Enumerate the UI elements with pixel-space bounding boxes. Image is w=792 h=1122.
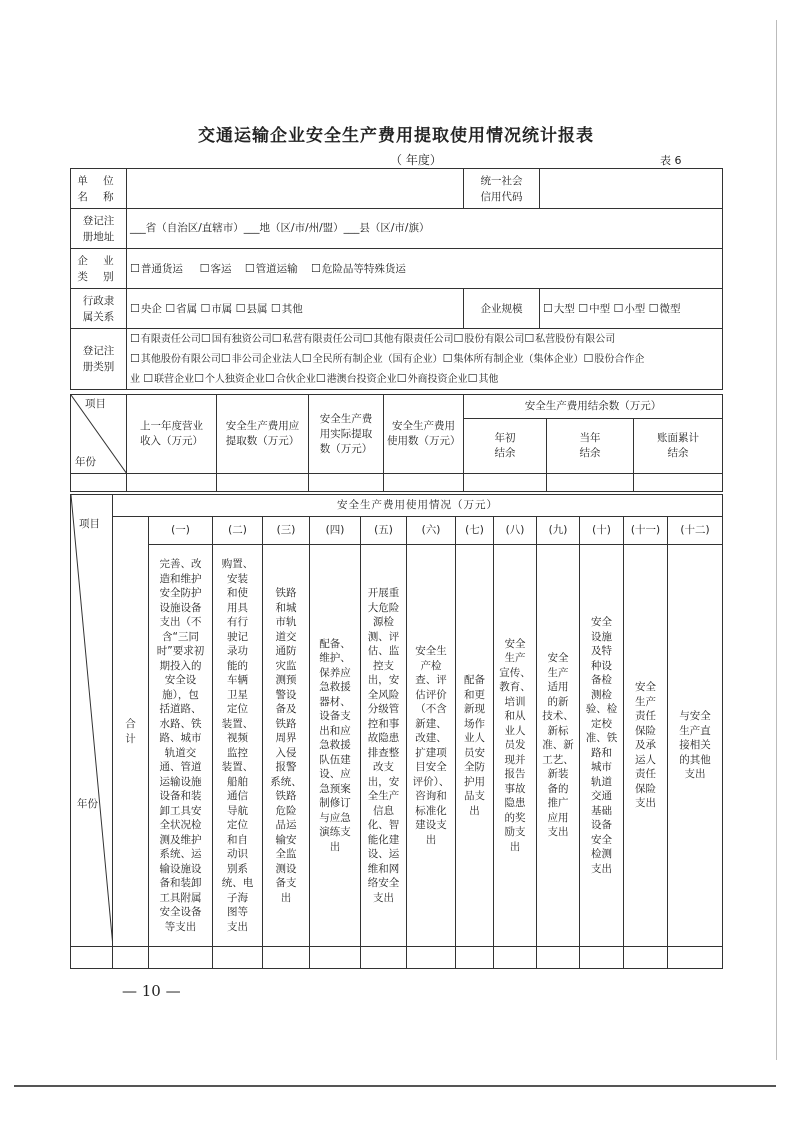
col-num: (三) xyxy=(263,517,310,545)
usage-value-cell[interactable] xyxy=(668,947,723,969)
col-year-balance: 当年 结余 xyxy=(547,419,634,474)
col-desc-8: 安全 生产 宣传、 教育、 培训 和从 业人 员发 现并 报告 事故 隐患 的奖 励支 出 xyxy=(494,545,537,947)
col-num: (七) xyxy=(456,517,494,545)
col-num: (四) xyxy=(310,517,361,545)
col-actual-extract: 安全生产费 用实际提取 数（万元） xyxy=(309,395,384,474)
reg-type-checkbox[interactable]: ☐ 非公司企业法人 xyxy=(221,354,302,365)
summary-value-cell[interactable] xyxy=(384,474,464,492)
category-checkbox[interactable]: ☐ 危险品等特殊货运 xyxy=(311,263,406,275)
enterprise-info-table xyxy=(70,168,723,390)
scale-checkbox[interactable]: ☐ 小型 xyxy=(613,303,645,315)
reg-type-checkbox[interactable]: ☐ 有限责任公司 xyxy=(130,334,201,345)
reg-type-checkbox[interactable]: ☐ 其他 xyxy=(468,374,499,385)
reg-type-checkbox[interactable]: ☐ 股份合作企 xyxy=(584,354,645,365)
usage-value-cell[interactable] xyxy=(263,947,310,969)
reg-type-checkbox[interactable]: ☐ 港澳台投资企业 xyxy=(316,374,397,385)
scale-checkbox[interactable]: ☐ 大型 xyxy=(543,303,575,315)
reg-type-checkbox[interactable]: ☐ 股份有限公司 xyxy=(454,334,525,345)
reg-type-checkbox[interactable]: ☐ 个人独资企业 xyxy=(194,374,265,385)
usage-value-cell[interactable] xyxy=(407,947,456,969)
scale-checkbox[interactable]: ☐ 中型 xyxy=(578,303,610,315)
col-num: (十) xyxy=(580,517,624,545)
col-num: (九) xyxy=(537,517,580,545)
col-num: (八) xyxy=(494,517,537,545)
col-num: (二) xyxy=(213,517,263,545)
usage-value-cell[interactable] xyxy=(149,947,213,969)
category-checkbox[interactable]: ☐ 普通货运 xyxy=(130,263,183,275)
col-desc-11: 安全 生产 责任 保险 及承 运人 责任 保险 支出 xyxy=(624,545,668,947)
col-desc-12: 与安全 生产直 接相关 的其他 支出 xyxy=(668,545,723,947)
col-desc-5: 开展重 大危险 源检 测、评 估、监 控支 出，安 全风险 分级管 控和事 故隐患 排查整 改支 出，安 全生产 信息 化、智 能化建 设、运 维和网 络安全 支出 xyxy=(361,545,407,947)
summary-table xyxy=(70,394,723,492)
scale-label: 企业规模 xyxy=(464,289,540,329)
usage-value-cell[interactable] xyxy=(456,947,494,969)
admin-checkbox[interactable]: ☐ 市属 xyxy=(200,303,232,315)
col-desc-4: 配备、 维护、 保养应 急救援 器材、 设备支 出和应 急救援 队伍建 设、应 急预案 制修订 与应急 演练支 出 xyxy=(310,545,361,947)
col-num: (十一) xyxy=(624,517,668,545)
col-desc-1: 完善、改 造和维护 安全防护 设施设备 支出（不 含“三同 时”要求初 期投入的 安全设 施），包 括道路、 水路、铁 路、城市 轨道交 通、管道 运输设施 设备和装 卸工具安 全状况检 测及维护 系统、运 输设施设 备和装卸 工具附属 安全设备 等支出 xyxy=(149,545,213,947)
admin-checkbox[interactable]: ☐ 其他 xyxy=(271,303,303,315)
usage-value-cell[interactable] xyxy=(361,947,407,969)
address-label: 登记注 册地址 xyxy=(71,209,127,249)
usage-year-cell[interactable] xyxy=(71,947,113,969)
scale-options xyxy=(540,289,723,329)
usage-value-cell[interactable] xyxy=(580,947,624,969)
usage-value-cell[interactable] xyxy=(624,947,668,969)
unit-name-label: 单 位 名 称 xyxy=(71,169,127,209)
col-prev-revenue: 上一年度营业 收入（万元） xyxy=(127,395,217,474)
reg-type-checkbox[interactable]: ☐ 私营有限责任公司 xyxy=(272,334,363,345)
usage-item-label: 项目 xyxy=(79,518,100,530)
year-label: （ 年度） xyxy=(390,153,442,167)
category-label: 企 业 类 别 xyxy=(71,249,127,289)
usage-table xyxy=(70,494,723,969)
credit-code-label: 统一社会 信用代码 xyxy=(464,169,540,209)
col-num: (六) xyxy=(407,517,456,545)
report-title: 交通运输企业安全生产费用提取使用情况统计报表 xyxy=(198,126,594,146)
summary-value-cell[interactable] xyxy=(309,474,384,492)
summary-year-cell[interactable] xyxy=(71,474,127,492)
total-column: 合 计 xyxy=(113,517,149,947)
reg-type-checkbox[interactable]: ☐ 外商投资企业 xyxy=(397,374,468,385)
col-num: (一) xyxy=(149,517,213,545)
reg-type-continuation: 业 xyxy=(130,374,140,385)
reg-type-checkbox[interactable]: ☐ 全民所有制企业（国有企业） xyxy=(302,354,443,365)
admin-checkbox[interactable]: ☐ 县属 xyxy=(236,303,268,315)
summary-value-cell[interactable] xyxy=(634,474,723,492)
admin-options xyxy=(127,289,464,329)
summary-value-cell[interactable] xyxy=(464,474,547,492)
reg-type-checkbox[interactable]: ☐ 合伙企业 xyxy=(265,374,316,385)
col-desc-6: 安全生 产检 查、评 估评价 （不含 新建、 改建、 扩建项 目安全 评价）、 咨询和 标准化 建设支 出 xyxy=(407,545,456,947)
reg-type-checkbox[interactable]: ☐ 联营企业 xyxy=(143,374,194,385)
col-desc-2: 购置、 安装 和使 用具 有行 驶记 录功 能的 车辆 卫星 定位 装置、 视频 监控 装置、 船舶 通信 导航 定位 和自 动识 别系 统、电 子海 图等 支出 xyxy=(213,545,263,947)
scale-checkbox[interactable]: ☐ 微型 xyxy=(649,303,681,315)
credit-code-field[interactable] xyxy=(540,169,723,209)
usage-year-label: 年份 xyxy=(77,798,98,810)
table-number: 表 6 xyxy=(660,154,682,167)
reg-type-checkbox[interactable]: ☐ 国有独资公司 xyxy=(201,334,272,345)
col-used: 安全生产费用 使用数（万元） xyxy=(384,395,464,474)
usage-value-cell[interactable] xyxy=(310,947,361,969)
category-checkbox[interactable]: ☐ 客运 xyxy=(200,263,232,275)
usage-value-cell[interactable] xyxy=(113,947,149,969)
diagonal-line xyxy=(71,495,113,947)
col-num: (十二) xyxy=(668,517,723,545)
category-options xyxy=(127,249,723,289)
col-desc-3: 铁路 和城 市轨 道交 通防 灾监 测预 警设 备及 铁路 周界 入侵 报警 系统、 铁路 危险 品运 输安 全监 测设 备支 出 xyxy=(263,545,310,947)
col-should-extract: 安全生产费用应 提取数（万元） xyxy=(217,395,309,474)
balance-header: 安全生产费用结余数（万元） xyxy=(464,395,723,419)
col-desc-9: 安全 生产 适用 的新 技术、 新标 准、新 工艺、 新装 备的 推广 应用 支出 xyxy=(537,545,580,947)
reg-type-checkbox[interactable]: ☐ 私营股份有限公司 xyxy=(524,334,615,345)
usage-value-cell[interactable] xyxy=(537,947,580,969)
reg-type-checkbox[interactable]: ☐ 其他有限责任公司 xyxy=(363,334,454,345)
usage-value-cell[interactable] xyxy=(494,947,537,969)
usage-item-year-corner xyxy=(71,495,113,947)
admin-checkbox[interactable]: ☐ 省属 xyxy=(165,303,197,315)
summary-value-cell[interactable] xyxy=(217,474,309,492)
unit-name-field[interactable] xyxy=(127,169,464,209)
item-label: 项目 xyxy=(85,398,106,410)
usage-value-cell[interactable] xyxy=(213,947,263,969)
col-opening-balance: 年初 结余 xyxy=(464,419,547,474)
page-number: — 10 — xyxy=(122,982,181,1000)
bottom-rule xyxy=(14,1085,776,1087)
address-field[interactable]: ___省（自治区/直辖市）___地（区/市/州/盟）___县（区/市/旗） xyxy=(127,209,723,249)
admin-checkbox[interactable]: ☐ 央企 xyxy=(130,303,162,315)
summary-value-cell[interactable] xyxy=(547,474,634,492)
admin-label: 行政隶 属关系 xyxy=(71,289,127,329)
reg-type-label: 登记注 册类别 xyxy=(71,329,127,390)
col-cumulative-balance: 账面累计 结余 xyxy=(634,419,723,474)
reg-type-options xyxy=(127,329,723,390)
year-label-corner: 年份 xyxy=(75,456,96,468)
summary-value-cell[interactable] xyxy=(127,474,217,492)
reg-type-checkbox[interactable]: ☐ 集体所有制企业（集体企业） xyxy=(443,354,584,365)
col-desc-10: 安全 设施 及特 种设 备检 测检 验、检 定校 准、铁 路和 城市 轨道 交通 基础 设备 安全 检测 支出 xyxy=(580,545,624,947)
reg-type-checkbox[interactable]: ☐ 其他股份有限公司 xyxy=(130,354,221,365)
category-checkbox[interactable]: ☐ 管道运输 xyxy=(245,263,298,275)
item-year-corner xyxy=(71,395,127,474)
col-desc-7: 配备 和更 新现 场作 业人 员安 全防 护用 品支 出 xyxy=(456,545,494,947)
col-num: (五) xyxy=(361,517,407,545)
scan-edge xyxy=(776,20,777,1060)
usage-header: 安全生产费用使用情况（万元） xyxy=(113,495,723,517)
